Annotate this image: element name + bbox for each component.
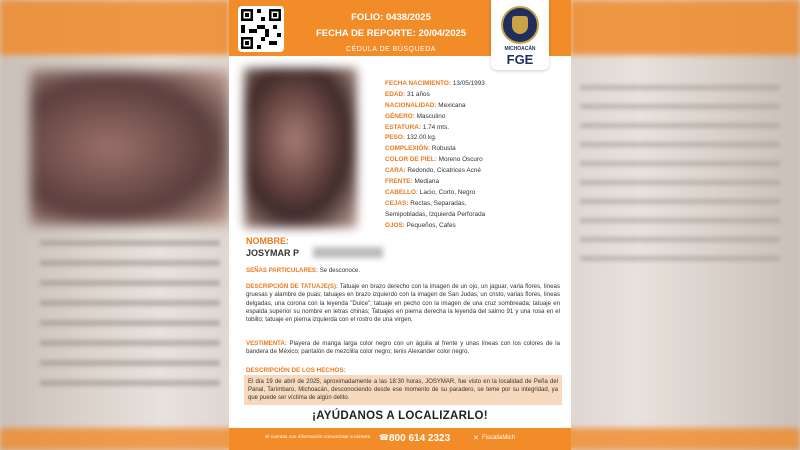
person-details	[385, 80, 565, 232]
person-photo	[244, 68, 357, 228]
search-card	[229, 0, 571, 450]
clothing-description: VESTIMENTA: Playera de manga larga color negro con un águila al frente y unas líneas con los colores de la bandera de México; pantalón de mezclilla color negro; tenis Alexander color negro.	[246, 340, 560, 356]
fge-logo: MICHOACÁN FGE	[491, 0, 549, 70]
name-label: NOMBRE:	[246, 236, 289, 246]
background-text-left	[40, 240, 220, 400]
field-height: ESTATURA: 1.74 mts.	[385, 123, 450, 131]
field-face: CARA: Redondo, Cicatrices Acné	[385, 167, 481, 175]
field-birthdate: FECHA NACIMIENTO: 13/05/1993	[385, 80, 485, 87]
field-eyebrows: CEJAS: Rectas, Separadas,	[385, 199, 467, 207]
report-date: FECHA DE REPORTE: 20/04/2025	[315, 28, 467, 39]
twitter-handle[interactable]: FiscaliaMich	[482, 435, 516, 441]
twitter-icon: ✕	[473, 435, 479, 442]
field-gender: GÉNERO: Masculino	[385, 112, 446, 120]
field-hair: CABELLO: Lacio, Corto, Negro	[385, 188, 476, 196]
folio: FOLIO: 0438/2025	[351, 12, 431, 23]
card-header	[229, 0, 571, 67]
field-forehead: FRENTE: Mediana	[385, 178, 439, 186]
tattoo-description: DESCRIPCIÓN DE TATUAJE(S): Tatuaje en brazo derecho con la imagen de un ojo, un jaguar, varia flores, líneas gruesas y alambre de puas; tatuajes en brazo izquierdo con la imagen de San Judas, un cristo, varias flores, líneas delgadas, una corona con la leyenda "Dulce"; tatuaje en pecho con la imagen de una cruz sombreada; tatuaje en espalda superior su nombre en letras chinas; Tatuajes en pierna derecha la leyenda del salmo 91 y una rosa en el tobillo; tatuaje en pierna izquierda con el rostro de una virgen.	[246, 283, 560, 324]
events-description: El día 19 de abril de 2025, aproximadamente a las 18:30 horas, JOSYMAR, fue visto en la localidad de Peña del Panal, Tarímbaro, Michoacán, desconociendo desde ese momento de su paradero, se teme por su integridad, ya que puede ser víctima de algún delito.	[244, 375, 562, 405]
call-to-action: ¡AYÚDANOS A LOCALIZARLO!	[312, 410, 488, 422]
phone-icon: ☎	[379, 433, 389, 442]
name-value: JOSYMAR P	[246, 248, 300, 258]
field-weight: PESO: 132.00 kg.	[385, 134, 437, 142]
seal-icon	[501, 6, 539, 44]
phone-number[interactable]: 800 614 2323	[389, 433, 451, 444]
qr-code-icon[interactable]	[238, 6, 284, 52]
field-skin-color: COLOR DE PIEL: Moreno Oscuro	[385, 156, 483, 164]
background-header-left	[0, 0, 230, 55]
field-nationality: NACIONALIDAD: Mexicana	[385, 101, 466, 109]
footer-info: Si cuentas con información comunícate a número	[265, 435, 371, 440]
name-redaction	[313, 247, 383, 258]
background-text-right	[580, 85, 780, 275]
background-photo	[30, 70, 230, 225]
distinguishing-marks: SEÑAS PARTICULARES: Se desconoce.	[246, 267, 361, 274]
field-age: EDAD: 31 años	[385, 90, 430, 98]
document-title: CÉDULA DE BÚSQUEDA	[346, 46, 436, 53]
field-build: COMPLEXIÓN: Robusta	[385, 145, 456, 153]
field-eyes: OJOS: Pequeños, Cafes	[385, 221, 456, 229]
background-header-right	[570, 0, 800, 55]
card-footer	[229, 428, 571, 450]
events-title: DESCRIPCIÓN DE LOS HECHOS:	[246, 367, 346, 374]
field-eyebrows-cont: Semipobladas, Izquierda Perforada	[385, 210, 486, 218]
